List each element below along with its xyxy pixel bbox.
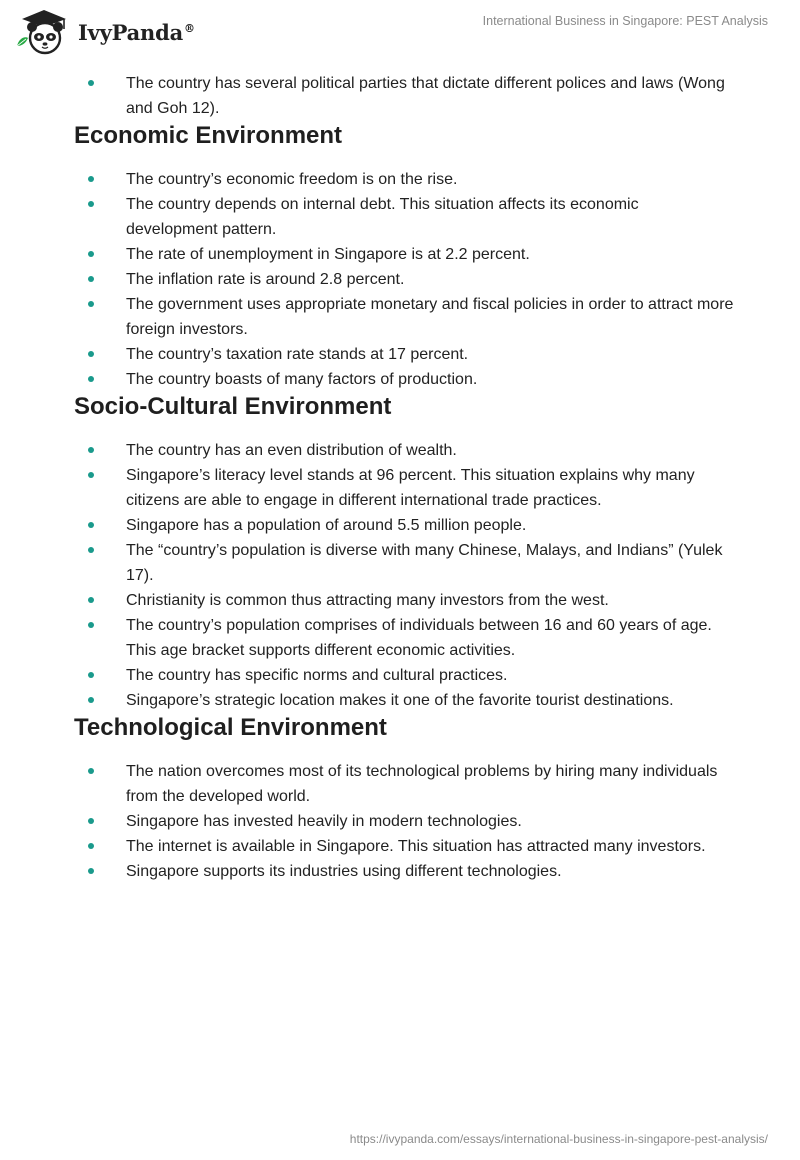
bullet-dot-icon <box>88 301 94 307</box>
bullet-dot-icon <box>88 597 94 603</box>
list-item: The country’s economic freedom is on the rise. <box>74 167 734 192</box>
list-item: Singapore has a population of around 5.5 million people. <box>74 513 734 538</box>
bullet-dot-icon <box>88 447 94 453</box>
page-header <box>0 0 800 60</box>
bullet-dot-icon <box>88 622 94 628</box>
section-heading-technological: Technological Environment <box>74 714 387 741</box>
section-heading-economic: Economic Environment <box>74 122 343 149</box>
economic-list <box>74 167 734 392</box>
list-item: Singapore supports its industries using different technologies. <box>74 859 734 884</box>
socio-cultural-list <box>74 438 734 713</box>
list-item: Singapore’s strategic location makes it one of the favorite tourist destinations. <box>74 688 734 713</box>
list-item: The country’s population comprises of individuals between 16 and 60 years of age. This age bracket supports different economic activities. <box>74 613 734 663</box>
bullet-dot-icon <box>88 472 94 478</box>
list-item: The country has several political parties that dictate different polices and laws (Wong and Goh 12). <box>74 71 734 121</box>
bullet-dot-icon <box>88 376 94 382</box>
list-item: The rate of unemployment in Singapore is at 2.2 percent. <box>74 242 734 267</box>
section-heading-socio-cultural: Socio-Cultural Environment <box>74 393 392 420</box>
list-item: The “country’s population is diverse with many Chinese, Malays, and Indians” (Yulek 17). <box>74 538 734 588</box>
ivypanda-logo[interactable] <box>14 8 195 56</box>
bullet-dot-icon <box>88 843 94 849</box>
bullet-dot-icon <box>88 201 94 207</box>
list-item: The country has specific norms and cultural practices. <box>74 663 734 688</box>
bullet-dot-icon <box>88 697 94 703</box>
bullet-dot-icon <box>88 768 94 774</box>
bullet-dot-icon <box>88 547 94 553</box>
panda-graduate-icon <box>14 8 74 56</box>
list-item: The government uses appropriate monetary and fiscal policies in order to attract more foreign investors. <box>74 292 734 342</box>
list-item: The nation overcomes most of its technological problems by hiring many individuals from the developed world. <box>74 759 734 809</box>
list-item: The inflation rate is around 2.8 percent. <box>74 267 734 292</box>
list-item: The country has an even distribution of wealth. <box>74 438 734 463</box>
bullet-dot-icon <box>88 818 94 824</box>
bullet-dot-icon <box>88 251 94 257</box>
bullet-dot-icon <box>88 672 94 678</box>
list-item: The country’s taxation rate stands at 17 percent. <box>74 342 734 367</box>
bullet-dot-icon <box>88 176 94 182</box>
technological-list <box>74 759 734 884</box>
bullet-dot-icon <box>88 276 94 282</box>
registered-mark: ® <box>184 21 195 35</box>
list-item: The internet is available in Singapore. This situation has attracted many investors. <box>74 834 734 859</box>
list-item: Singapore has invested heavily in modern technologies. <box>74 809 734 834</box>
bullet-dot-icon <box>88 868 94 874</box>
political-list <box>74 71 734 121</box>
bullet-dot-icon <box>88 351 94 357</box>
source-url[interactable]: https://ivypanda.com/essays/international-business-in-singapore-pest-analysis/ <box>349 1132 768 1146</box>
logo-wordmark: IvyPanda® <box>78 19 195 45</box>
article-content <box>74 71 734 884</box>
list-item: Singapore’s literacy level stands at 96 percent. This situation explains why many citizens are able to engage in different international trade practices. <box>74 463 734 513</box>
bullet-dot-icon <box>88 522 94 528</box>
bullet-dot-icon <box>88 80 94 86</box>
list-item: The country depends on internal debt. This situation affects its economic development pattern. <box>74 192 734 242</box>
list-item: Christianity is common thus attracting many investors from the west. <box>74 588 734 613</box>
document-title: International Business in Singapore: PEST Analysis <box>482 14 768 28</box>
list-item: The country boasts of many factors of production. <box>74 367 734 392</box>
